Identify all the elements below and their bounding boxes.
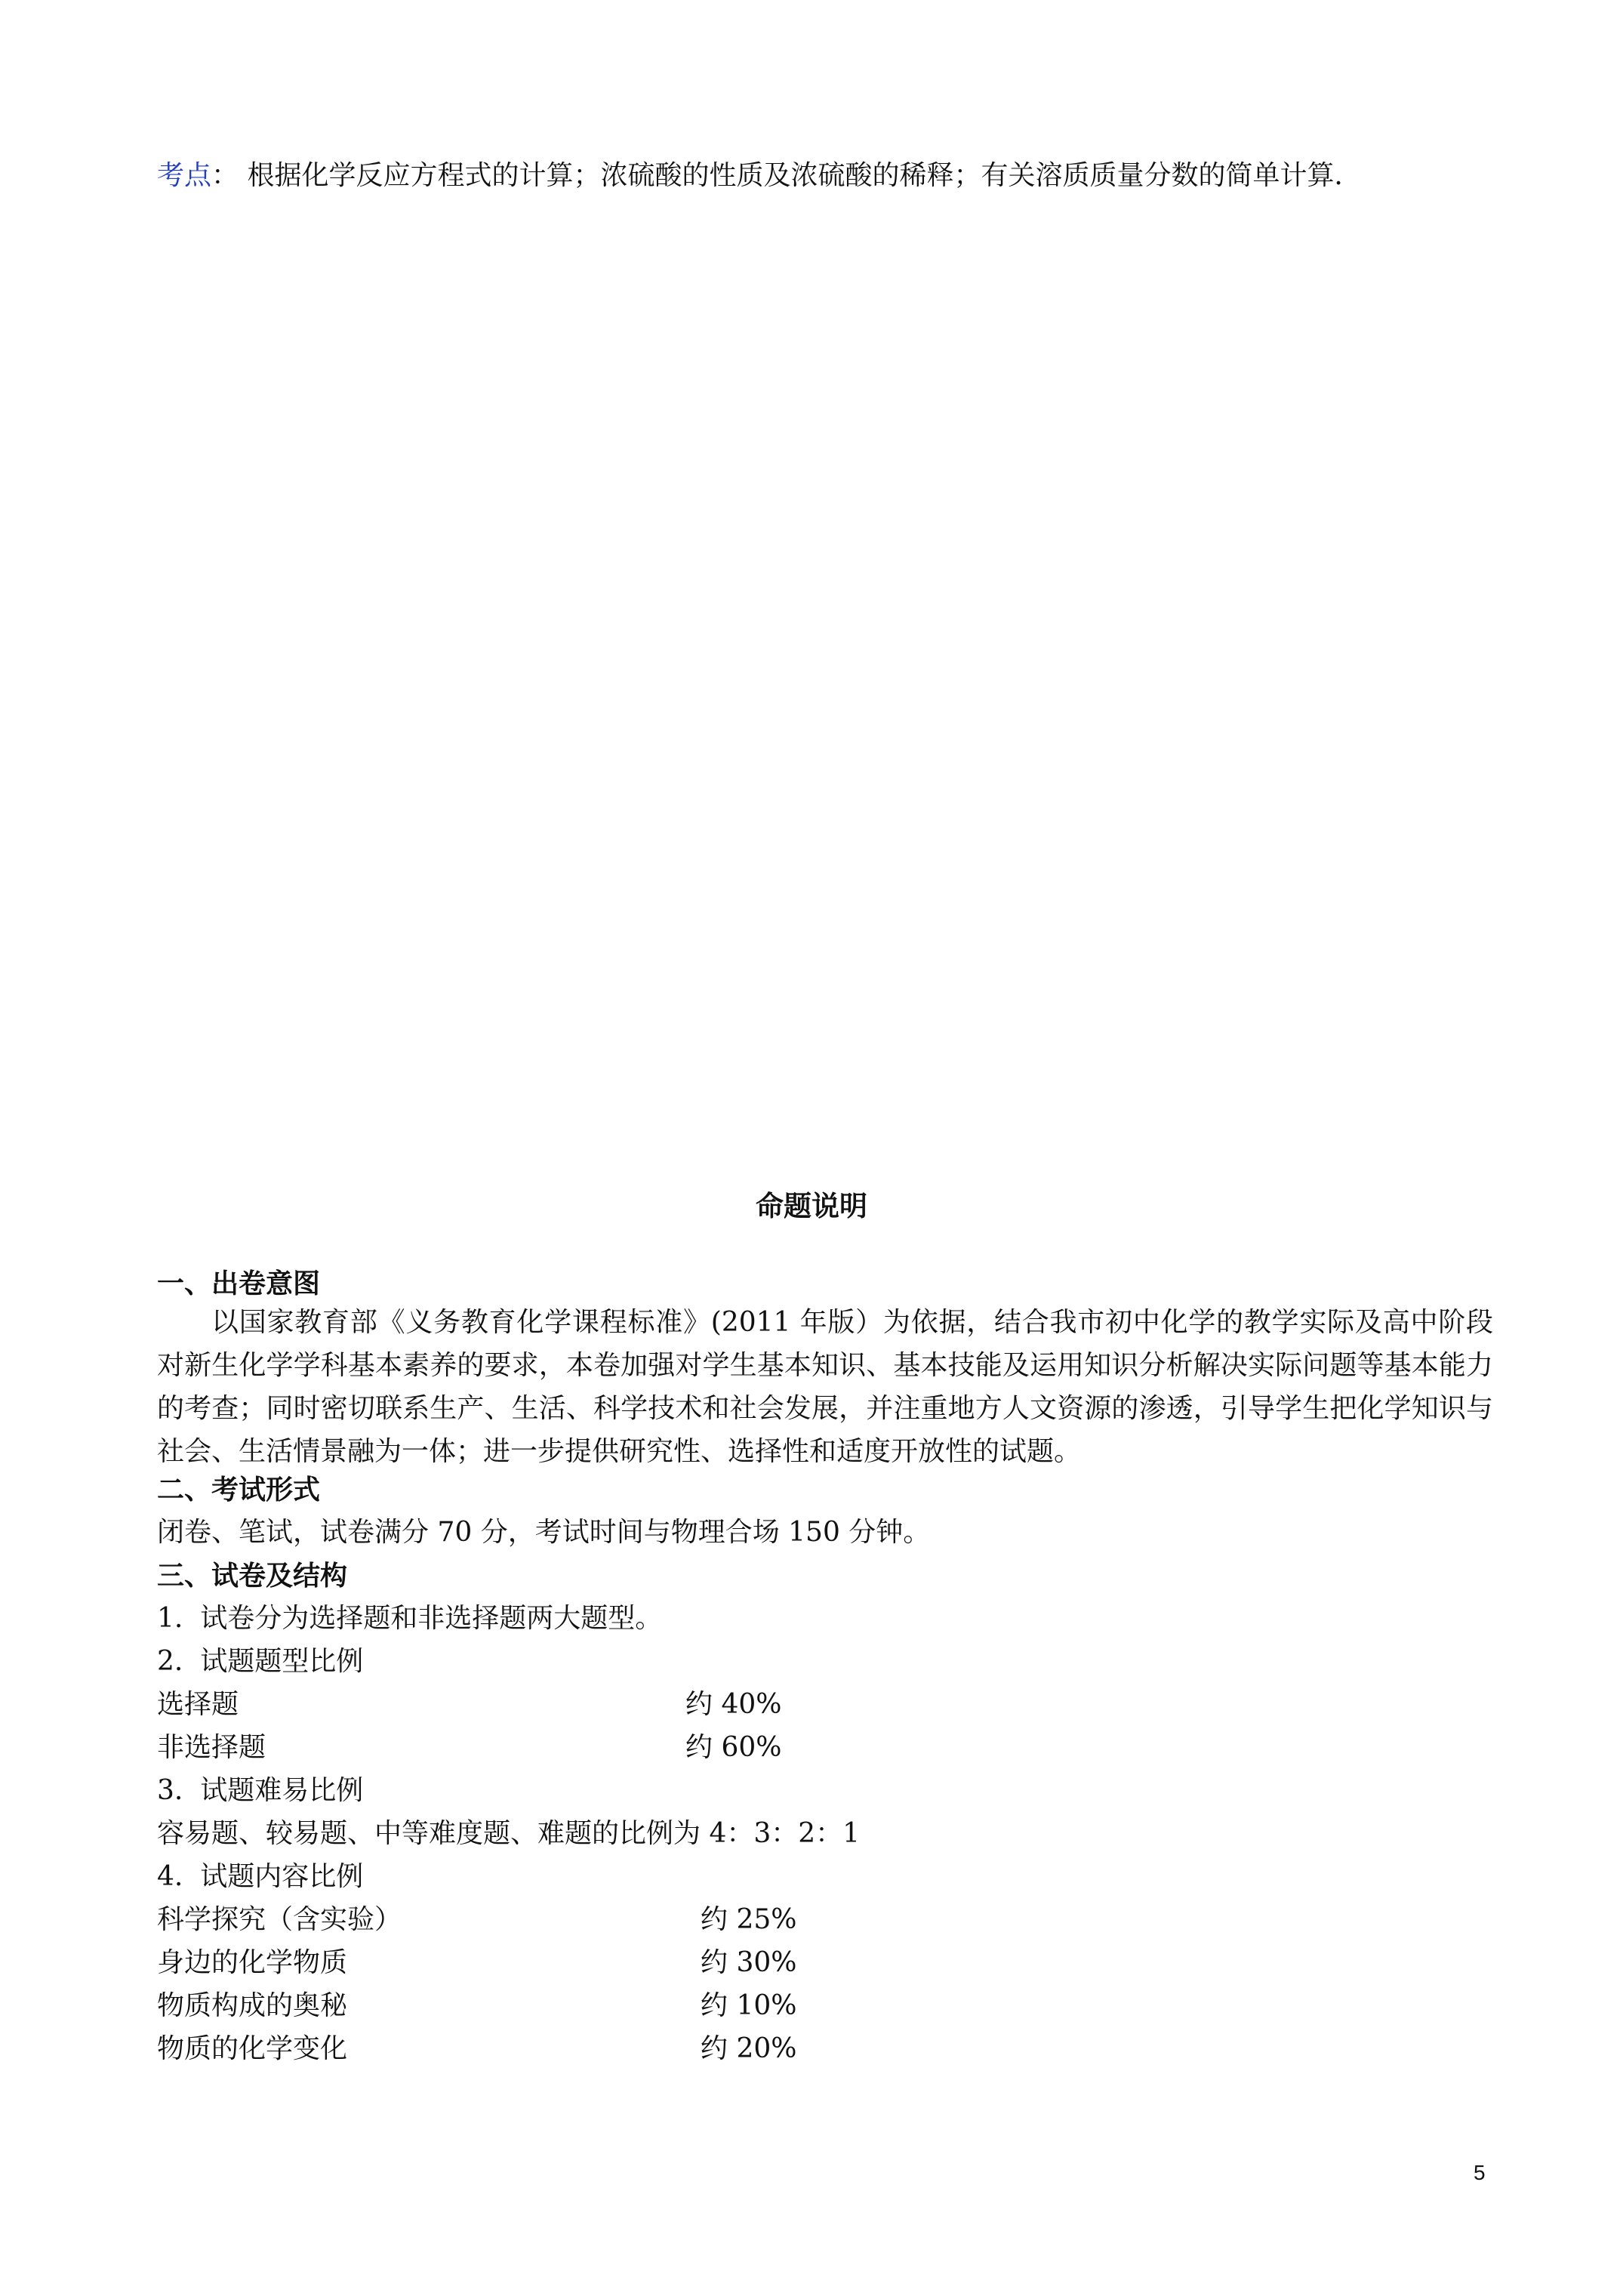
section-3-item-4: 4. 试题内容比例: [157, 1861, 364, 1892]
type-ratio-name: 非选择题: [157, 1732, 266, 1763]
section-2-heading: 二、考试形式: [157, 1474, 321, 1505]
content-ratio-value: 约 25%: [701, 1904, 797, 1935]
kaodian-separator: ：: [211, 160, 248, 191]
page-title: 命题说明: [756, 1189, 867, 1222]
kaodian-label: 考点: [157, 160, 212, 191]
section-3-item-1: 1. 试卷分为选择题和非选择题两大题型。: [157, 1603, 663, 1634]
type-ratio-row: [157, 1686, 782, 1724]
section-3-heading: 三、试卷及结构: [157, 1560, 348, 1592]
content-ratio-name: 身边的化学物质: [157, 1947, 348, 1978]
type-ratio-value: 约 60%: [685, 1732, 782, 1763]
content-ratio-value: 约 20%: [701, 2033, 797, 2064]
content-ratio-row: [157, 1901, 797, 1939]
type-ratio-name: 选择题: [157, 1689, 239, 1720]
section-1-heading: 一、出卷意图: [157, 1268, 321, 1299]
content-ratio-row: [157, 2030, 797, 2068]
difficulty-ratio-text: 容易题、较易题、中等难度题、难题的比例为 4：3：2：1: [157, 1818, 861, 1849]
kaodian-text: 根据化学反应方程式的计算；浓硫酸的性质及浓硫酸的稀释；有关溶质质量分数的简单计算．: [247, 160, 1362, 191]
type-ratio-value: 约 40%: [685, 1689, 782, 1720]
content-ratio-row: [157, 1944, 797, 1982]
section-1-paragraph: 以国家教育部《义务教育化学课程标准》(2011 年版）为依据，结合我市初中化学的教学实际及高中阶段对新生化学学科基本素养的要求，本卷加强对学生基本知识、基本技能及运用知识分析解决实际问题等基本能力的考查；同时密切联系生产、生活、科学技术和社会发展，并注重地方人文资源的渗透，引导学生把化学知识与社会、生活情景融为一体；进一步提供研究性、选择性和适度开放性的试题。: [157, 1307, 1493, 1467]
content-ratio-name: 物质的化学变化: [157, 2033, 348, 2064]
content-ratio-row: [157, 1987, 797, 2025]
section-2-text: 闭卷、笔试，试卷满分 70 分，考试时间与物理合场 150 分钟。: [157, 1517, 931, 1548]
content-ratio-value: 约 10%: [701, 1990, 797, 2021]
section-3-item-3: 3. 试题难易比例: [157, 1775, 364, 1806]
content-ratio-name: 科学探究（含实验）: [157, 1904, 402, 1935]
page-number: 5: [1474, 2161, 1486, 2184]
type-ratio-row: [157, 1729, 782, 1767]
kaodian-line: [157, 157, 1361, 195]
section-3-item-2: 2. 试题题型比例: [157, 1646, 364, 1677]
content-ratio-name: 物质构成的奥秘: [157, 1990, 348, 2021]
content-ratio-value: 约 30%: [701, 1947, 797, 1978]
